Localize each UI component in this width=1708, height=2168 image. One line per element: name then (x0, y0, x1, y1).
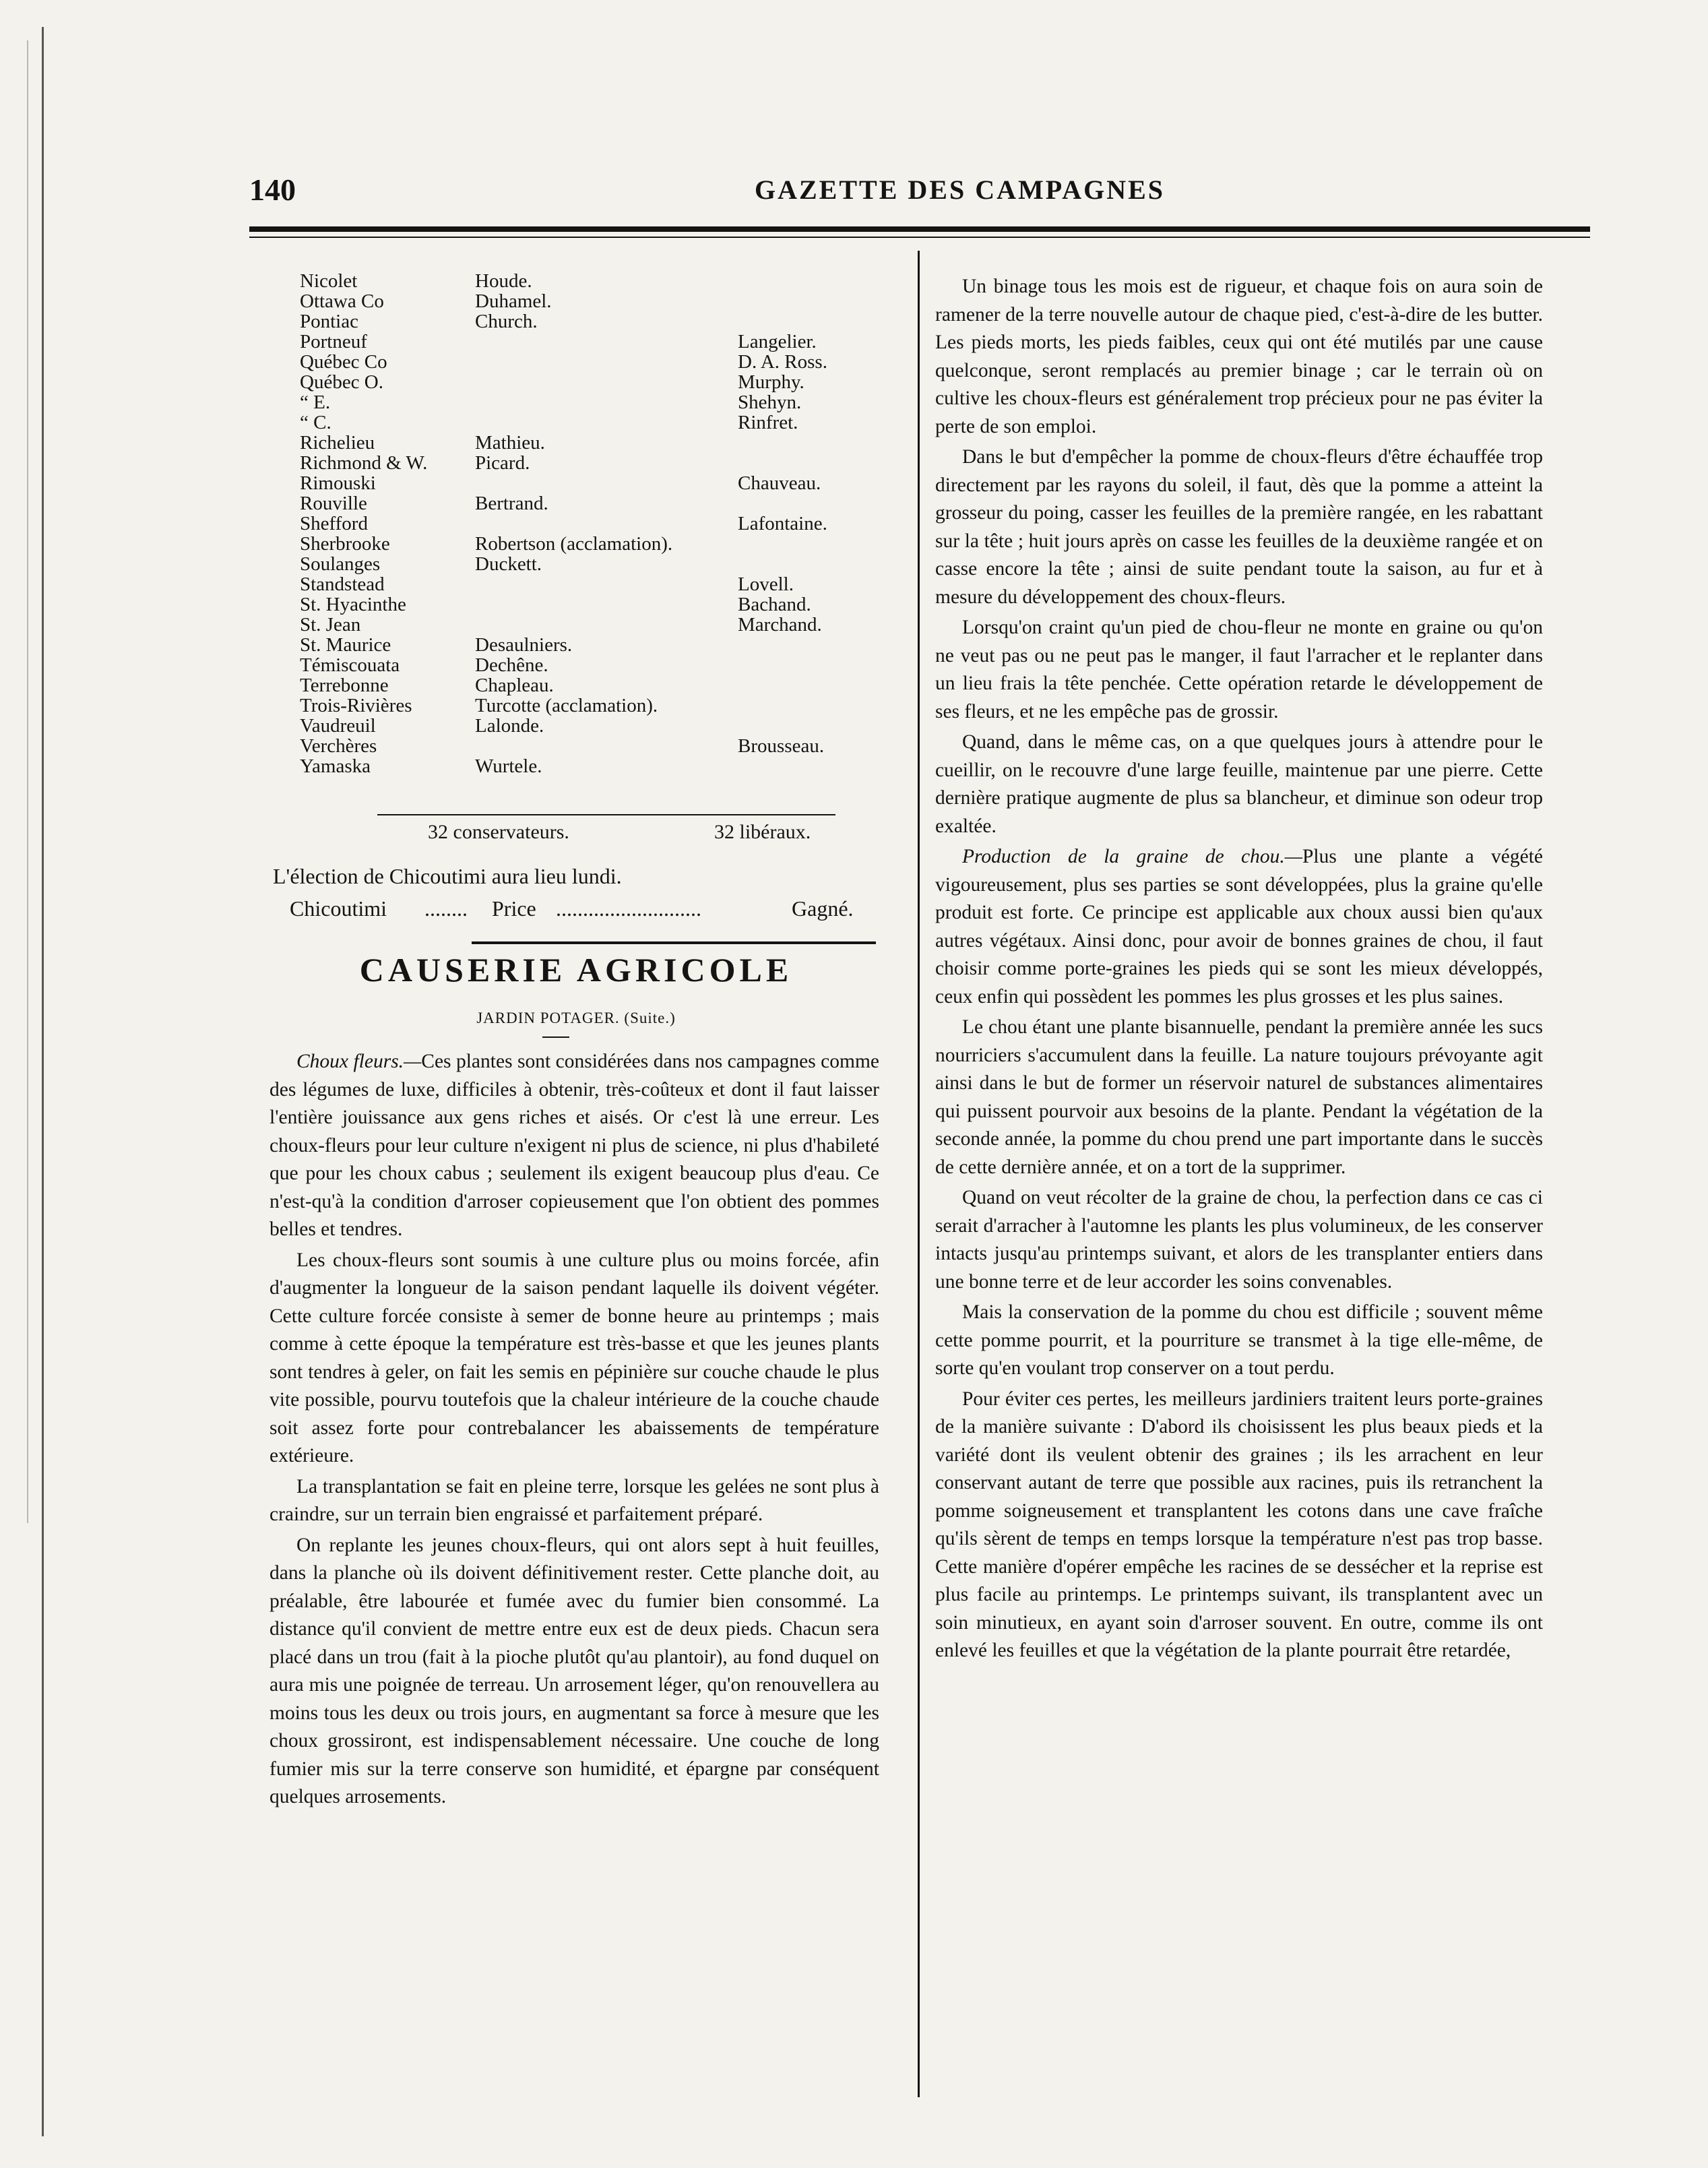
binding-shadow (27, 40, 28, 1523)
result-county: Standstead (300, 574, 385, 595)
article-paragraph (270, 1048, 879, 1244)
chicoutimi-dots: ........ (424, 896, 468, 921)
result-conservative: Duhamel. (475, 290, 552, 312)
result-row (300, 372, 859, 392)
article-subtitle: JARDIN POTAGER. (Suite.) (476, 1010, 676, 1026)
result-county: Rouville (300, 493, 367, 514)
paragraph-text: On replante les jeunes choux-fleurs, qui ont alors sept à huit feuilles, dans la planche où ils doivent définitivement rester. Cette planche doit, au préalable, être labourée et fumée avec du fumier bien consommé. La distance qu'il convient de mettre entre eux est de deux pieds. Chacun sera placé dans un trou (fait à la pioche plutôt qu'au plantoir), au fond duquel on aura mis une poignée de terreau. Un arrosement léger, qu'on renouvellera au moins tous les deux ou trois jours, en augmentant sa force à mesure que les choux grossiront, est indispensablement nécessaire. Une couche de long fumier mis sur la terre conserve son humidité, et épargne par conséquent quelques arrosements. (270, 1534, 879, 1807)
result-county: Nicolet (300, 270, 358, 292)
result-conservative: Wurtele. (475, 755, 542, 777)
result-liberal: Lafontaine. (738, 513, 827, 534)
section-rule (472, 941, 876, 944)
result-row (300, 574, 859, 594)
chicoutimi-result-row (290, 896, 856, 921)
paragraph-text: La transplantation se fait en pleine terre, lorsque les gelées ne sont plus à craindre, sur un terrain bien engraissé et parfaitement préparé. (270, 1475, 879, 1525)
result-row (300, 473, 859, 493)
result-county: Rimouski (300, 472, 376, 494)
result-row (300, 716, 859, 736)
result-row (300, 311, 859, 332)
result-county: Richmond & W. (300, 452, 428, 474)
result-county: Ottawa Co (300, 290, 384, 312)
result-conservative: Picard. (475, 452, 530, 474)
result-conservative: Chapleau. (475, 675, 554, 696)
result-row (300, 352, 859, 372)
result-county: “ C. (300, 412, 331, 433)
result-county: Témiscouata (300, 654, 400, 676)
paragraph-text: Quand on veut récolter de la graine de chou, la perfection dans ce cas ci serait d'arracher à l'automne les plants les plus volumineux, de les conserver intacts jusqu'au printemps suivant, et alors de les transplanter entiers dans une bonne terre et de leur accorder les soins convenables. (935, 1187, 1543, 1293)
result-row (300, 615, 859, 635)
chicoutimi-county: Chicoutimi (290, 896, 387, 921)
article-paragraph (935, 273, 1543, 441)
result-county: Soulanges (300, 553, 381, 575)
result-row (300, 655, 859, 675)
left-column-text (270, 1048, 879, 1814)
result-liberal: Murphy. (738, 371, 804, 393)
result-row (300, 493, 859, 514)
result-row (300, 675, 859, 695)
result-row (300, 635, 859, 655)
article-paragraph (935, 1014, 1543, 1181)
result-conservative: Turcotte (acclamation). (475, 695, 658, 716)
result-row (300, 594, 859, 615)
result-county: Sherbrooke (300, 533, 390, 555)
paragraph-text: Quand, dans le même cas, on a que quelques jours à attendre pour le cueillir, on le recouvre d'une large feuille, maintenue par une pierre. Cette dernière pratique augmente de plus sa blancheur, et diminue son odeur trop exaltée. (935, 731, 1543, 837)
article-paragraph (270, 1247, 879, 1470)
article-paragraph (935, 843, 1543, 1011)
paragraph-text: Le chou étant une plante bisannuelle, pendant la première année les sucs nourriciers s'accumulent dans la feuille. La nature toujours prévoyante agit ainsi dans le but de former un réservoir naturel de substances alimentaires qui puissent pourvoir aux besoins de la plante. Pendant la végétation de la seconde année, la pomme du chou prend une part importante dans le succès de cette dernière année, et on a tort de la supprimer. (935, 1016, 1543, 1178)
result-conservative: Bertrand. (475, 493, 548, 514)
result-county: Terrebonne (300, 675, 389, 696)
subtitle-rule (542, 1036, 569, 1038)
article-paragraph (935, 1184, 1543, 1296)
paragraph-lead: Production de la graine de chou.— (962, 846, 1303, 867)
article-paragraph (270, 1473, 879, 1529)
paragraph-text: Lorsqu'on craint qu'un pied de chou-fleur ne monte en graine ou qu'on ne veut pas ou ne peut pas le manger, il faut l'arracher et le replanter dans un lieu frais la tête penchée. Cette opération retarde le développement de ses fleurs, et ne les empêche pas de grossir. (935, 617, 1543, 722)
right-column-text (935, 273, 1543, 1668)
result-liberal: Rinfret. (738, 412, 798, 433)
paragraph-text: Mais la conservation de la pomme du chou est difficile ; souvent même cette pomme pourrit, et la pourriture se transmet à la tige elle-même, de sorte qu'en voulant trop conserver on a tout perdu. (935, 1301, 1543, 1379)
result-liberal: Lovell. (738, 574, 794, 595)
result-conservative: Dechêne. (475, 654, 548, 676)
result-county: Québec Co (300, 351, 387, 373)
result-row (300, 332, 859, 352)
result-county: Verchères (300, 735, 377, 757)
results-rule (377, 814, 835, 815)
result-liberal: Bachand. (738, 594, 811, 615)
result-liberal: Chauveau. (738, 472, 821, 494)
paragraph-lead: Choux fleurs.— (296, 1051, 422, 1072)
result-liberal: D. A. Ross. (738, 351, 827, 373)
result-county: Trois-Rivières (300, 695, 412, 716)
paragraph-text: Pour éviter ces pertes, les meilleurs jardiniers traitent leurs porte-graines de la manière suivante : D'abord ils choisissent les plus beaux pieds et la variété dont ils veulent obtenir des graines ; ils les arrachent en leur conservant autant de terre que possible aux racines, puis ils retranchent la pomme soigneusement et transplantent les cotons dans une cave fraîche qu'ils sèrent de temps en temps lorsque la température n'est pas trop basse. Cette manière d'opérer empêche les racines de se dessécher et la reprise est plus facile au printemps. Le printemps suivant, ils transplantent avec un soin minutieux, en ayant soin d'arroser souvent. En outre, comme ils ont enlevé les feuilles et que la végétation de la plante pourrait être retardée, (935, 1388, 1543, 1661)
result-row (300, 433, 859, 453)
paragraph-text: Un binage tous les mois est de rigueur, et chaque fois on aura soin de ramener de la terre nouvelle autour de chaque pied, c'est-à-dire de les butter. Les pieds morts, les pieds faibles, ceux qui ont été mutilés par une cause quelconque, seront remplacés au premier binage ; car le terrain où on cultive les choux-fleurs est généralement trop précieux pour ne pas éviter la perte de son emploi. (935, 276, 1543, 437)
result-conservative: Houde. (475, 270, 532, 292)
result-conservative: Mathieu. (475, 432, 545, 454)
result-county: St. Maurice (300, 634, 391, 656)
result-county: Québec O. (300, 371, 384, 393)
paragraph-text: Les choux-fleurs sont soumis à une culture plus ou moins forcée, afin d'augmenter la longueur de la saison pendant laquelle ils doivent végéter. Cette culture forcée consiste à semer de bonne heure au printemps ; mais comme à cette époque la température est très-basse et que les jeunes plants sont tendres à geler, on fait les semis en pépinière sur couche chaude le plus vite possible, pourvu toutefois que la chaleur intérieure de la couche chaude soit assez forte pour contrebalancer les abaissements de température extérieure. (270, 1249, 879, 1466)
result-row (300, 736, 859, 756)
result-conservative: Desaulniers. (475, 634, 573, 656)
result-row (300, 291, 859, 311)
column-divider (918, 251, 920, 2097)
paragraph-text: Ces plantes sont considérées dans nos campagnes comme des légumes de luxe, difficiles à obtenir, très-coûteux et dont il faut laisser l'entière jouissance aux gens riches et aisés. Or c'est là une erreur. Les choux-fleurs pour leur culture n'exigent ni plus de science, ni plus d'habileté que pour les choux cabus ; seulement ils exigent beaucoup plus d'eau. Ce n'est-qu'à la condition d'arroser copieusement que l'on obtient des pommes belles et tendres. (270, 1051, 879, 1240)
result-county: Richelieu (300, 432, 375, 454)
result-liberal: Brousseau. (738, 735, 825, 757)
result-conservative: Lalonde. (475, 715, 544, 737)
result-county: Pontiac (300, 311, 358, 332)
result-row (300, 514, 859, 534)
result-conservative: Duckett. (475, 553, 542, 575)
article-paragraph (935, 1299, 1543, 1383)
paragraph-text: Dans le but d'empêcher la pomme de choux-fleurs d'être échauffée trop directement par les rayons du soleil, il faut, dès que la pomme a atteint la grosseur du poing, casser les feuilles de la première rangée, en les rabattant sur la tête ; huit jours après on casse les feuilles de la deuxième rangée et on casse encore la tête ; ainsi de suite pendant toute la saison, au fur et à mesure du développement des choux-fleurs. (935, 446, 1543, 608)
article-paragraph (270, 1532, 879, 1811)
result-row (300, 534, 859, 554)
article-paragraph (935, 1386, 1543, 1665)
result-liberal: Marchand. (738, 614, 822, 636)
result-row (300, 453, 859, 473)
result-liberal: Langelier. (738, 331, 817, 352)
article-title: CAUSERIE AGRICOLE (359, 951, 793, 989)
result-row (300, 695, 859, 716)
result-row (300, 554, 859, 574)
result-county: St. Jean (300, 614, 361, 636)
header-rule-thick (249, 226, 1590, 232)
article-paragraph (935, 443, 1543, 611)
result-row (300, 412, 859, 433)
election-note: L'élection de Chicoutimi aura lieu lundi. (273, 864, 622, 888)
total-liberals: 32 libéraux. (714, 821, 811, 843)
article-paragraph (935, 614, 1543, 726)
result-conservative: Church. (475, 311, 538, 332)
result-county: St. Hyacinthe (300, 594, 406, 615)
result-row (300, 392, 859, 412)
result-conservative: Robertson (acclamation). (475, 533, 673, 555)
binding-edge (42, 27, 44, 2136)
result-county: “ E. (300, 392, 331, 413)
result-county: Shefford (300, 513, 368, 534)
chicoutimi-dots-2: ........................... (556, 896, 701, 921)
running-title: GAZETTE DES CAMPAGNES (755, 175, 1166, 205)
result-liberal: Shehyn. (738, 392, 802, 413)
chicoutimi-candidate: Price (492, 896, 536, 921)
result-county: Portneuf (300, 331, 367, 352)
result-county: Vaudreuil (300, 715, 376, 737)
result-row (300, 271, 859, 291)
chicoutimi-status: Gagné. (792, 896, 854, 921)
result-row (300, 756, 859, 776)
page-number: 140 (249, 173, 296, 207)
total-conservatives: 32 conservateurs. (428, 821, 569, 843)
paragraph-text: Plus une plante a végété vigoureusement, plus ses parties se sont développées, plus la graine qu'elle produit est forte. Ce principe est applicable aux choux aussi bien qu'aux autres végétaux. Ainsi donc, pour avoir de bonnes graines de chou, il faut choisir comme porte-graines les pieds qui se sont les mieux développés, ceux enfin qui possèdent les pommes les plus grosses et les plus saines. (935, 846, 1544, 1008)
article-paragraph (935, 729, 1543, 840)
header-rule-thin (249, 237, 1590, 238)
result-county: Yamaska (300, 755, 371, 777)
election-results-list (300, 271, 859, 776)
